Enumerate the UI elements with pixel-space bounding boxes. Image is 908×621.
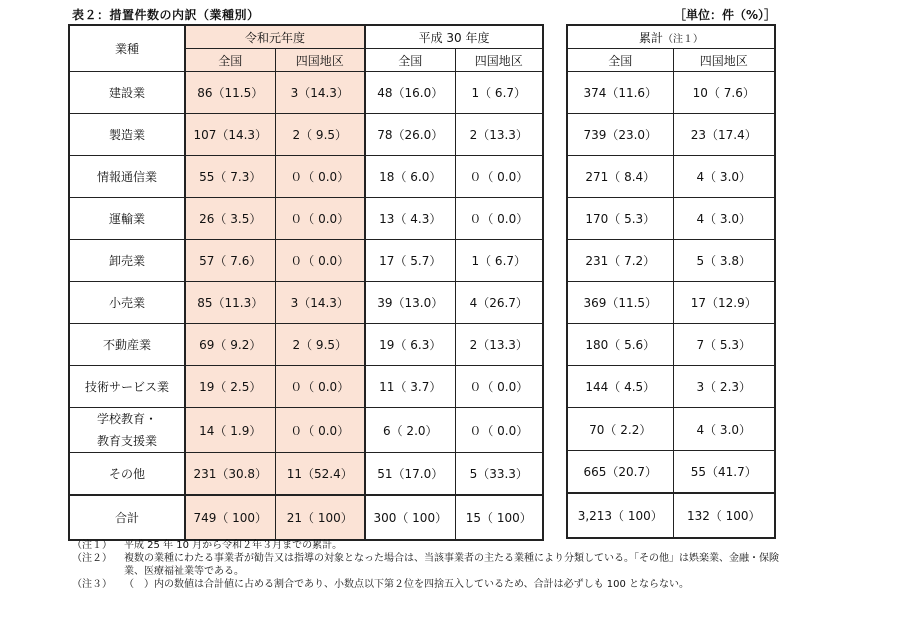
h30-shikoku: 2（13.3）: [455, 114, 543, 156]
cum-shikoku: 7（ 5.3）: [673, 324, 775, 366]
table-row: [69, 366, 543, 408]
table-row: [69, 453, 543, 496]
r1-shikoku: ０（ 0.0）: [275, 366, 365, 408]
h30-national: 18（ 6.0）: [365, 156, 455, 198]
main-table: [68, 24, 544, 541]
header-h30-national: 全国: [365, 49, 455, 72]
industry-name: 不動産業: [69, 324, 185, 366]
footnote-label: （注３）: [72, 579, 112, 590]
industry-name: 運輸業: [69, 198, 185, 240]
total-label: 合計: [69, 495, 185, 540]
h30-national: 19（ 6.3）: [365, 324, 455, 366]
cum-national: 144（ 4.5）: [567, 366, 673, 408]
footnote: [72, 539, 792, 552]
h30-shikoku: 2（13.3）: [455, 324, 543, 366]
cum-national: 170（ 5.3）: [567, 198, 673, 240]
h30-national: 51（17.0）: [365, 453, 455, 496]
table-row: [567, 72, 775, 114]
footnote-label: （注１）: [72, 540, 112, 551]
table-row: [69, 198, 543, 240]
total-r1-shikoku: 21（ 100）: [275, 495, 365, 540]
footnote: [72, 578, 792, 591]
header-cumulative-label: 累計: [639, 30, 664, 45]
h30-shikoku: 1（ 6.7）: [455, 240, 543, 282]
h30-national: 11（ 3.7）: [365, 366, 455, 408]
footnote-text: 平成 25 年 10 月から令和２年３月までの累計。: [124, 540, 343, 551]
industry-name: 小売業: [69, 282, 185, 324]
industry-name: 卸売業: [69, 240, 185, 282]
r1-national: 55（ 7.3）: [185, 156, 275, 198]
total-r1-national: 749（ 100）: [185, 495, 275, 540]
h30-national: 6（ 2.0）: [365, 408, 455, 453]
r1-national: 86（11.5）: [185, 72, 275, 114]
footnote: [72, 552, 792, 578]
cum-shikoku: 5（ 3.8）: [673, 240, 775, 282]
industry-name: 技術サービス業: [69, 366, 185, 408]
r1-shikoku: 2（ 9.5）: [275, 114, 365, 156]
cum-national: 70（ 2.2）: [567, 408, 673, 451]
industry-name: 製造業: [69, 114, 185, 156]
r1-national: 231（30.8）: [185, 453, 275, 496]
cum-national: 180（ 5.6）: [567, 324, 673, 366]
cum-shikoku: 4（ 3.0）: [673, 408, 775, 451]
r1-national: 85（11.3）: [185, 282, 275, 324]
table-row: [567, 240, 775, 282]
cum-national: 231（ 7.2）: [567, 240, 673, 282]
cum-shikoku: 17（12.9）: [673, 282, 775, 324]
total-cum-national: 3,213（ 100）: [567, 493, 673, 538]
header-cumulative: [567, 25, 775, 49]
r1-shikoku: ０（ 0.0）: [275, 198, 365, 240]
footnotes: [72, 539, 792, 591]
header-cumulative-note: （注１）: [663, 33, 704, 45]
h30-shikoku: ０（ 0.0）: [455, 408, 543, 453]
h30-shikoku: ０（ 0.0）: [455, 198, 543, 240]
table-row: [69, 114, 543, 156]
total-h30-national: 300（ 100）: [365, 495, 455, 540]
h30-national: 78（26.0）: [365, 114, 455, 156]
r1-shikoku: ０（ 0.0）: [275, 408, 365, 453]
header-r1-national: 全国: [185, 49, 275, 72]
r1-shikoku: 11（52.4）: [275, 453, 365, 496]
header-r1-shikoku: 四国地区: [275, 49, 365, 72]
cum-national: 374（11.6）: [567, 72, 673, 114]
cum-national: 739（23.0）: [567, 114, 673, 156]
cum-shikoku: 55（41.7）: [673, 451, 775, 494]
cum-shikoku: 3（ 2.3）: [673, 366, 775, 408]
total-cum-shikoku: 132（ 100）: [673, 493, 775, 538]
total-row: [69, 495, 543, 540]
r1-national: 107（14.3）: [185, 114, 275, 156]
r1-shikoku: ０（ 0.0）: [275, 156, 365, 198]
r1-shikoku: ０（ 0.0）: [275, 240, 365, 282]
table-row: [69, 156, 543, 198]
table-row: [69, 282, 543, 324]
header-cum-national: 全国: [567, 49, 673, 72]
industry-name: その他: [69, 453, 185, 496]
total-row: [567, 493, 775, 538]
r1-national: 69（ 9.2）: [185, 324, 275, 366]
r1-national: 19（ 2.5）: [185, 366, 275, 408]
header-h30: 平成 30 年度: [365, 25, 543, 49]
header-r1: 令和元年度: [185, 25, 365, 49]
cum-shikoku: 10（ 7.6）: [673, 72, 775, 114]
table-row: [69, 72, 543, 114]
table-row: [567, 451, 775, 494]
header-h30-shikoku: 四国地区: [455, 49, 543, 72]
industry-name-line1: 学校教育・: [96, 412, 157, 426]
r1-national: 14（ 1.9）: [185, 408, 275, 453]
h30-shikoku: ０（ 0.0）: [455, 366, 543, 408]
h30-national: 17（ 5.7）: [365, 240, 455, 282]
footnote-text: （ ）内の数値は合計値に占める割合であり、小数点以下第２位を四捨五入しているため、合計は必ずしも 100 とならない。: [124, 579, 690, 590]
unit-label: ［単位：件（%）］: [673, 8, 776, 22]
r1-shikoku: 3（14.3）: [275, 72, 365, 114]
table-row: [69, 324, 543, 366]
h30-national: 39（13.0）: [365, 282, 455, 324]
table-row: [567, 114, 775, 156]
header-industry: 業種: [69, 25, 185, 72]
table-row: [567, 282, 775, 324]
footnote-text: 複数の業種にわたる事業者が勧告又は指導の対象となった場合は、当該事業者の主たる業種により分類している。「その他」は娯楽業、金融・保険業、医療福祉業等である。: [124, 553, 779, 577]
cumulative-table: [566, 24, 776, 539]
cum-national: 369（11.5）: [567, 282, 673, 324]
h30-shikoku: ０（ 0.0）: [455, 156, 543, 198]
footnote-label: （注２）: [72, 553, 112, 564]
industry-name: 建設業: [69, 72, 185, 114]
cum-shikoku: 23（17.4）: [673, 114, 775, 156]
table-row: [567, 156, 775, 198]
h30-shikoku: 5（33.3）: [455, 453, 543, 496]
r1-national: 57（ 7.6）: [185, 240, 275, 282]
cum-shikoku: 4（ 3.0）: [673, 198, 775, 240]
total-h30-shikoku: 15（ 100）: [455, 495, 543, 540]
header-cum-shikoku: 四国地区: [673, 49, 775, 72]
table-row: [69, 408, 543, 453]
table-row: [69, 240, 543, 282]
table-title: 表２：措置件数の内訳（業種別）: [72, 8, 260, 22]
table-row: [567, 408, 775, 451]
r1-shikoku: 3（14.3）: [275, 282, 365, 324]
r1-national: 26（ 3.5）: [185, 198, 275, 240]
table-row: [567, 324, 775, 366]
cum-shikoku: 4（ 3.0）: [673, 156, 775, 198]
cum-national: 271（ 8.4）: [567, 156, 673, 198]
cum-national: 665（20.7）: [567, 451, 673, 494]
h30-shikoku: 1（ 6.7）: [455, 72, 543, 114]
h30-national: 48（16.0）: [365, 72, 455, 114]
industry-name-line2: 教育支援業: [96, 434, 157, 448]
h30-national: 13（ 4.3）: [365, 198, 455, 240]
industry-name: 情報通信業: [69, 156, 185, 198]
h30-shikoku: 4（26.7）: [455, 282, 543, 324]
r1-shikoku: 2（ 9.5）: [275, 324, 365, 366]
industry-name: [69, 408, 185, 453]
table-row: [567, 366, 775, 408]
table-row: [567, 198, 775, 240]
